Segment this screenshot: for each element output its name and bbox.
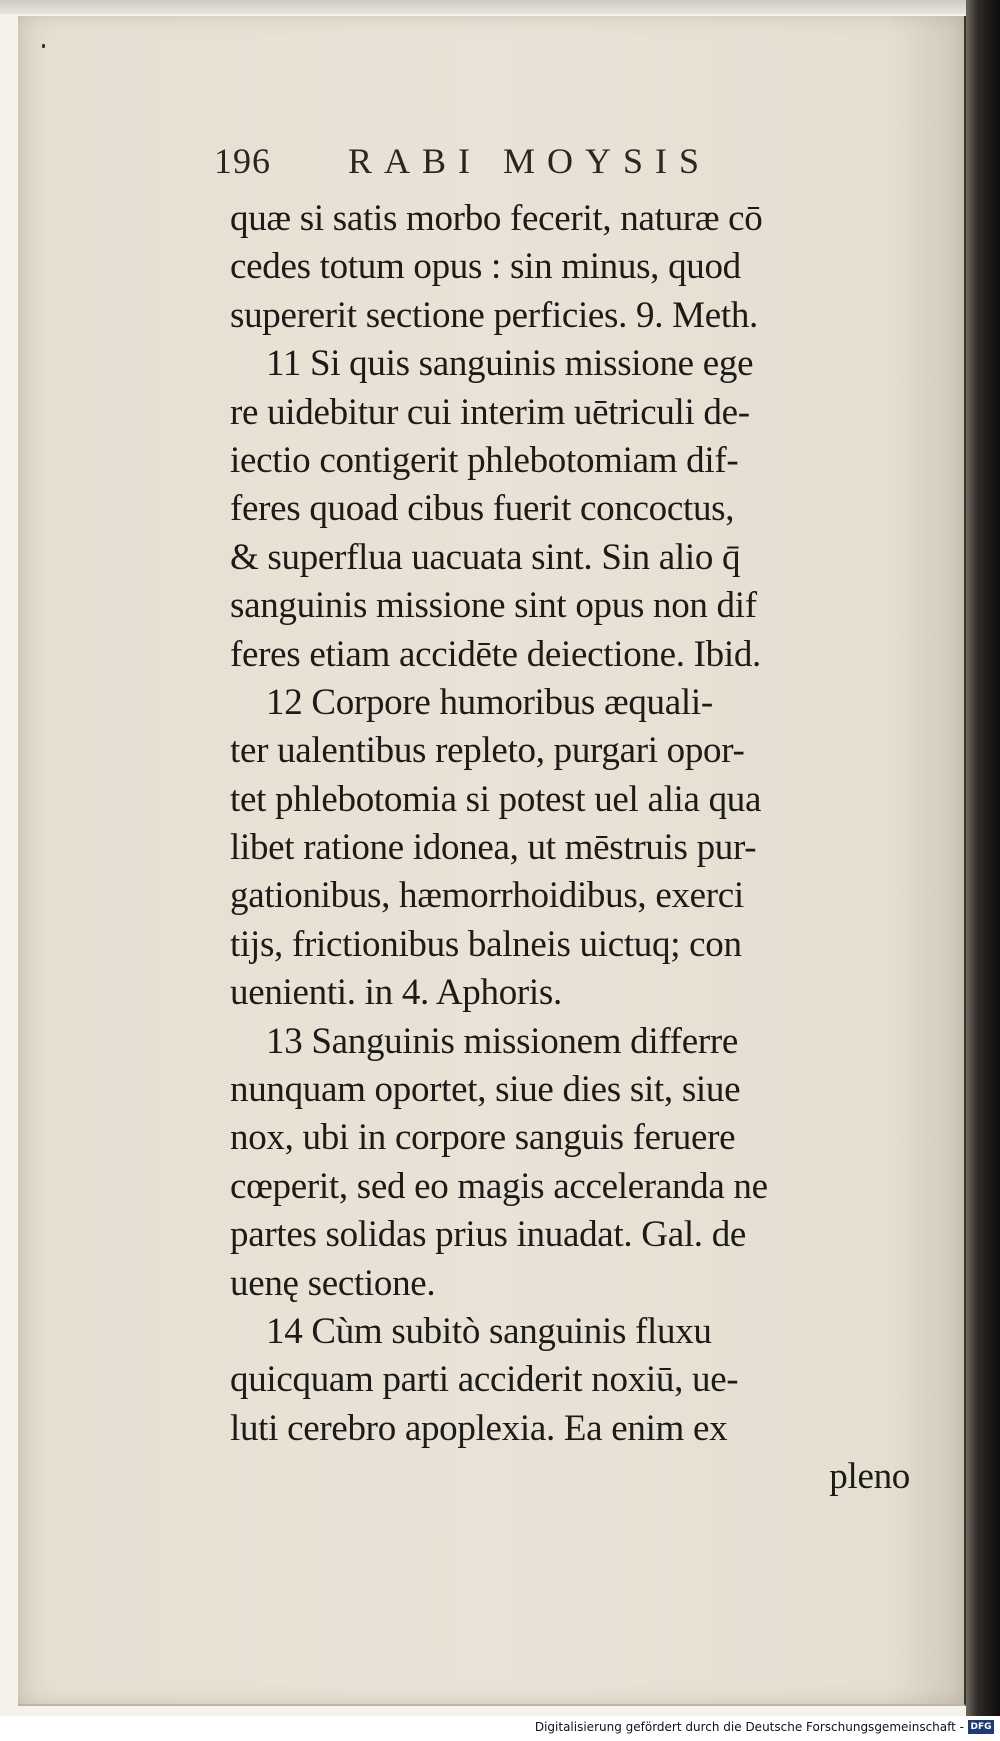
text-line: tet phlebotomia si potest uel alia qua xyxy=(230,778,762,820)
text-line: ter ualentibus repleto, purgari opor- xyxy=(230,730,745,772)
text-line: feres etiam accidēte deiectione. Ibid. xyxy=(230,633,761,675)
text-line: uenienti. in 4. Aphoris. xyxy=(230,972,562,1014)
text-line: tijs, frictionibus balneis uictuq; con xyxy=(230,923,742,965)
text-line: feres quoad cibus fuerit concoctus, xyxy=(230,488,735,530)
text-line: cœperit, sed eo magis acceleranda ne xyxy=(230,1165,768,1207)
text-line: libet ratione idonea, ut mēstruis pur- xyxy=(230,827,757,869)
text-line: uenę sectione. xyxy=(230,1262,436,1304)
dfg-logo: DFG xyxy=(968,1720,994,1734)
text-line-paragraph-start: 12 Corpore humoribus æquali- xyxy=(266,681,713,723)
text-line: & superflua uacuata sint. Sin alio q̄ xyxy=(230,536,741,578)
body-text xyxy=(230,195,910,1502)
text-line: sanguinis missione sint opus non dif xyxy=(230,585,757,627)
text-line: nox, ubi in corpore sanguis feruere xyxy=(230,1117,736,1159)
text-line: quæ si satis morbo fecerit, naturæ cō xyxy=(230,198,763,239)
digitization-credit: Digitalisierung gefördert durch die Deutsche Forschungsgemeinschaft - xyxy=(534,1720,964,1734)
text-line: cedes totum opus : sin minus, quod xyxy=(230,246,741,288)
text-line: gationibus, hæmorrhoidibus, exerci xyxy=(230,875,744,917)
text-line: re uidebitur cui interim uētriculi de- xyxy=(230,391,750,433)
running-head: RABI MOYSIS xyxy=(348,141,712,181)
text-line: luti cerebro apoplexia. Ea enim ex xyxy=(230,1407,728,1449)
page-number: 196 xyxy=(214,141,271,181)
text-line: nunquam oportet, siue dies sit, siue xyxy=(230,1069,741,1111)
text-line-paragraph-start: 13 Sanguinis missionem differre xyxy=(266,1020,738,1062)
book-edge-right xyxy=(966,0,1000,1741)
text-line: supererit sectione perficies. 9. Meth. xyxy=(230,294,758,336)
catchword: pleno xyxy=(829,1456,910,1498)
text-line: quicquam parti acciderit noxiū, ue- xyxy=(230,1359,739,1401)
text-line-paragraph-start: 11 Si quis sanguinis missione ege xyxy=(266,343,754,385)
page-header xyxy=(214,140,914,190)
ink-speck xyxy=(42,44,45,48)
text-line: partes solidas prius inuadat. Gal. de xyxy=(230,1214,747,1256)
text-line-paragraph-start: 14 Cùm subitò sanguinis fluxu xyxy=(266,1310,712,1352)
text-line: iectio contigerit phlebotomiam dif- xyxy=(230,439,739,481)
book-edge-top xyxy=(0,0,1000,14)
